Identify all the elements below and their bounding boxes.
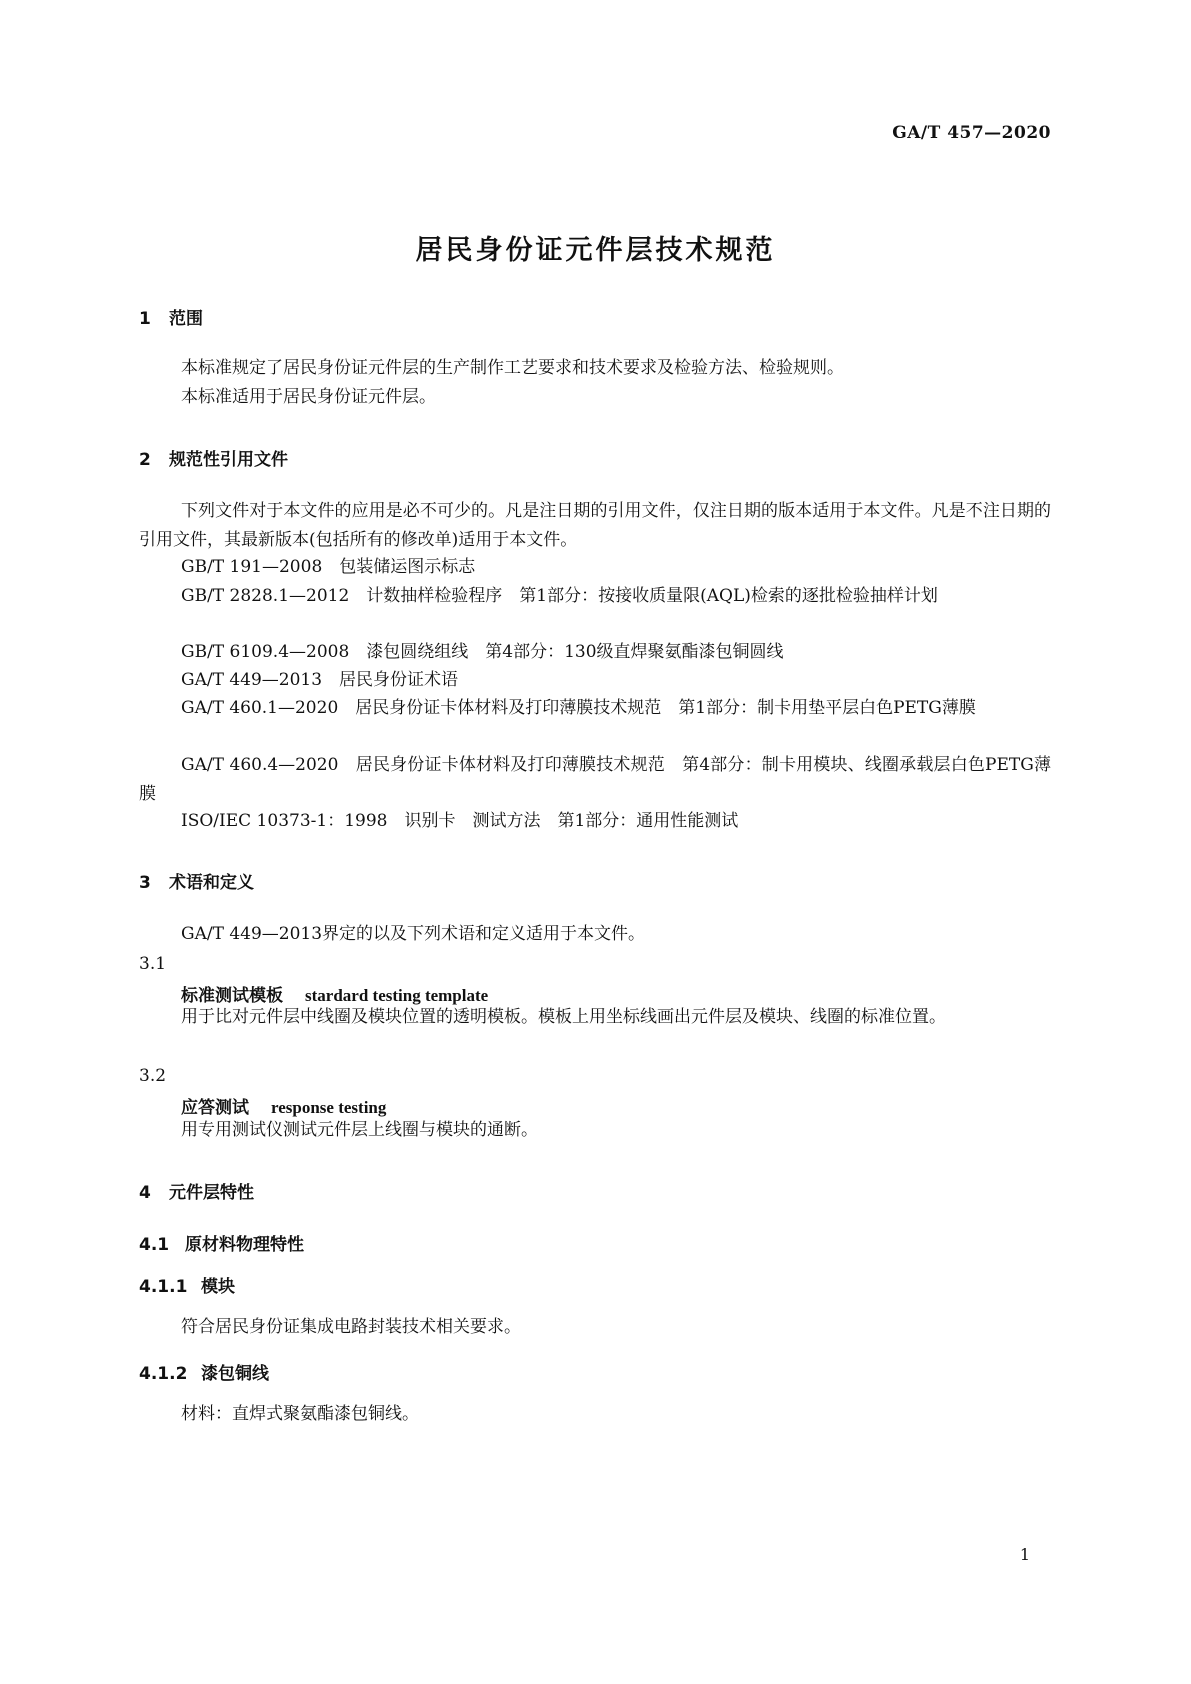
section-number: 2 — [139, 450, 151, 470]
reference-item: GB/T 6109.4—2008 漆包圆绕组线 第4部分：130级直焊聚氨酯漆包铜圆线 — [181, 642, 784, 662]
section-number: 1 — [139, 309, 151, 329]
term-number: 3.1 — [139, 954, 167, 974]
paragraph: 符合居民身份证集成电路封装技术相关要求。 — [181, 1317, 521, 1337]
standard-number: GA/T 457—2020 — [892, 123, 1051, 143]
section-number: 3 — [139, 873, 151, 893]
paragraph-intro: 下列文件对于本文件的应用是必不可少的。凡是注日期的引用文件，仅注日期的版本适用于本文件。凡是不注日期的引用文件，其最新版本(包括所有的修改单)适用于本文件。 — [139, 501, 1051, 550]
paragraph: GA/T 449—2013界定的以及下列术语和定义适用于本文件。 — [181, 924, 646, 944]
section-3-heading — [139, 868, 254, 893]
subsection-title: 原材料物理特性 — [185, 1235, 304, 1255]
term-definition: 用于比对元件层中线圈及模块位置的透明模板。模板上用坐标线画出元件层及模块、线圈的标准位置。 — [181, 1007, 946, 1027]
term-name-en: stardard testing template — [305, 986, 489, 1005]
document-title: 居民身份证元件层技术规范 — [415, 235, 776, 266]
section-4-heading — [139, 1178, 254, 1203]
section-number: 4 — [139, 1183, 151, 1203]
reference-item: GB/T 2828.1—2012 计数抽样检验程序 第1部分：按接收质量限(AQL)检索的逐批检验抽样计划 — [181, 586, 938, 606]
subsection-number: 4.1.1 — [139, 1277, 188, 1297]
term-number: 3.2 — [139, 1066, 167, 1086]
reference-item: ISO/IEC 10373-1：1998 识别卡 测试方法 第1部分：通用性能测试 — [181, 811, 739, 831]
reference-item: GB/T 191—2008 包装储运图示标志 — [181, 557, 476, 577]
section-title: 术语和定义 — [169, 873, 254, 893]
page-number: 1 — [1019, 1545, 1030, 1564]
section-2-heading — [139, 445, 288, 470]
section-title: 范围 — [169, 309, 203, 329]
paragraph: 本标准规定了居民身份证元件层的生产制作工艺要求和技术要求及检验方法、检验规则。 — [181, 358, 844, 378]
subsection-4-1-2-heading — [139, 1359, 269, 1384]
subsection-4-1-1-heading — [139, 1272, 235, 1297]
paragraph: 本标准适用于居民身份证元件层。 — [181, 387, 436, 407]
subsection-4-1-heading — [139, 1230, 304, 1255]
term-name-cn: 应答测试 — [181, 1098, 249, 1118]
subsection-number: 4.1 — [139, 1235, 170, 1255]
reference-item: GA/T 449—2013 居民身份证术语 — [181, 670, 459, 690]
subsection-number: 4.1.2 — [139, 1364, 188, 1384]
section-title: 规范性引用文件 — [169, 450, 288, 470]
term-definition: 用专用测试仪测试元件层上线圈与模块的通断。 — [181, 1120, 538, 1140]
subsection-title: 漆包铜线 — [201, 1364, 269, 1384]
section-title: 元件层特性 — [169, 1183, 254, 1203]
subsection-title: 模块 — [201, 1277, 235, 1297]
reference-item: GA/T 460.4—2020 居民身份证卡体材料及打印薄膜技术规范 第4部分：制卡用模块、线圈承载层白色PETG薄膜 — [139, 755, 1051, 804]
paragraph: 材料：直焊式聚氨酯漆包铜线。 — [181, 1404, 419, 1424]
term-name-en: response testing — [271, 1098, 387, 1117]
reference-item: GA/T 460.1—2020 居民身份证卡体材料及打印薄膜技术规范 第1部分：制卡用垫平层白色PETG薄膜 — [181, 698, 976, 718]
section-1-heading — [139, 304, 203, 329]
term-name — [181, 1093, 386, 1118]
term-name-cn: 标准测试模板 — [181, 986, 283, 1006]
